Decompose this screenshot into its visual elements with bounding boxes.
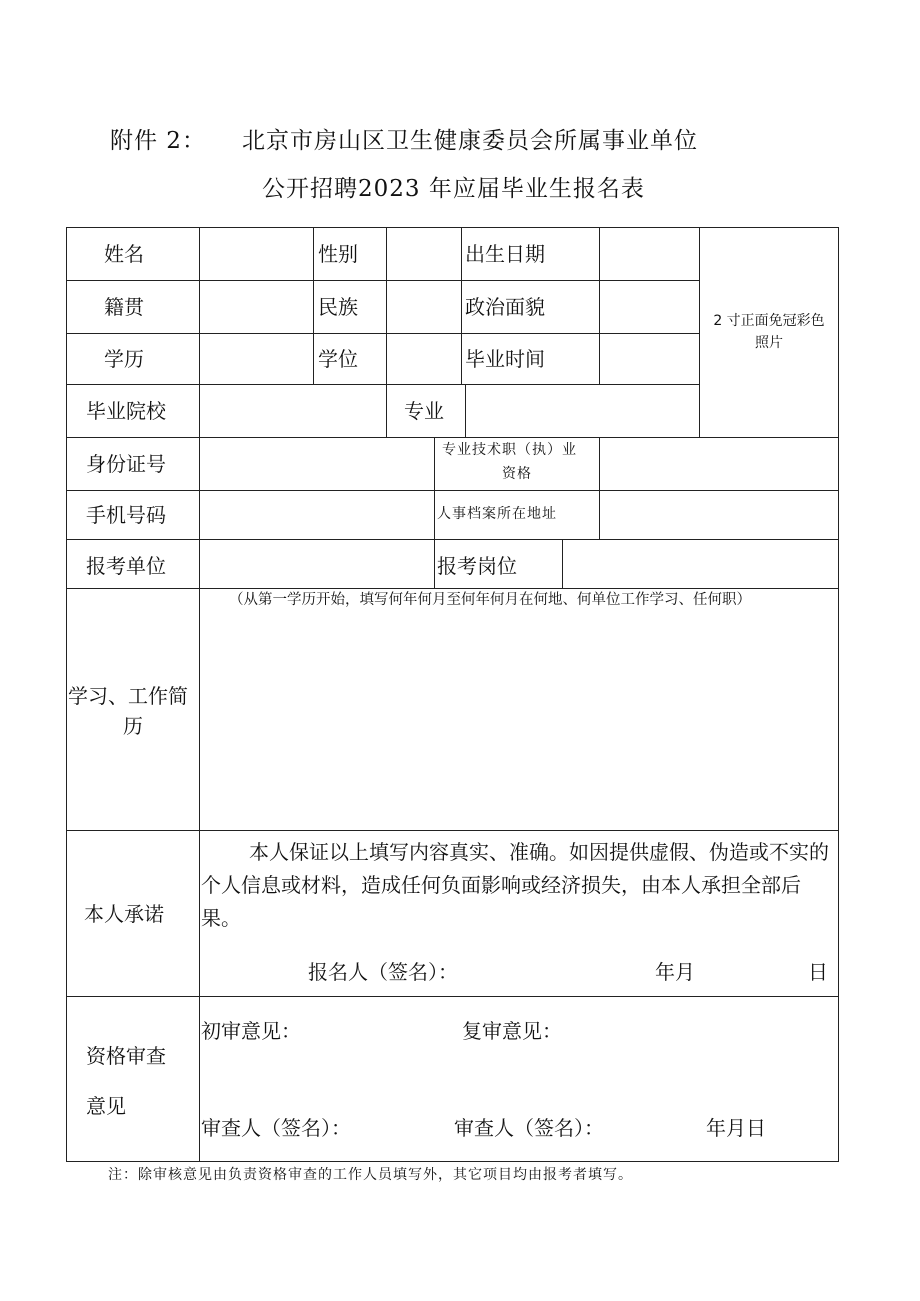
label-pledge: 本人承诺 — [84, 902, 164, 926]
label-id-number: 身份证号 — [86, 452, 166, 476]
photo-placeholder — [700, 310, 838, 354]
label-review-line2: 意见 — [86, 1094, 126, 1118]
label-resume-line1: 学习、工作简 — [68, 684, 188, 708]
signature-day: 日 — [808, 960, 828, 984]
page-title-line2: 公开招聘2023 年应届毕业生报名表 — [262, 176, 645, 202]
label-qualification-cont: 资格 — [502, 466, 532, 482]
label-resume-line2: 历 — [123, 714, 143, 738]
signature-label: 报名人（签名）： — [308, 960, 458, 984]
photo-text-line1: 2 寸正面免冠彩色 — [713, 313, 825, 329]
label-degree: 学位 — [318, 347, 358, 371]
review-second-opinion: 复审意见： — [462, 1019, 562, 1043]
label-birth-date: 出生日期 — [465, 242, 545, 266]
attachment-label: 附件 2： — [110, 128, 206, 154]
label-review-line1: 资格审查 — [86, 1044, 166, 1068]
label-archive-address: 人事档案所在地址 — [437, 506, 557, 522]
pledge-text-body: 本人保证以上填写内容真实、准确。如因提供虚假、伪造或不实的个人信息或材料，造成任何负面影响或经济损失，由本人承担全部后果。 — [201, 840, 829, 930]
pledge-text — [201, 836, 837, 935]
label-education: 学历 — [104, 347, 144, 371]
label-gender: 性别 — [318, 242, 358, 266]
footnote: 注：除审核意见由负责资格审查的工作人员填写外，其它项目均由报考者填写。 — [108, 1167, 633, 1183]
page-title-line1 — [110, 122, 698, 155]
signature-year-month: 年月 — [655, 960, 695, 984]
label-graduation-time: 毕业时间 — [465, 347, 545, 371]
label-name: 姓名 — [104, 242, 144, 266]
review-date: 年月日 — [706, 1116, 766, 1140]
label-qualification: 专业技术职（执）业 — [442, 442, 577, 458]
photo-text-line2: 照片 — [755, 335, 783, 351]
label-native-place: 籍贯 — [104, 295, 144, 319]
review-initial-opinion: 初审意见： — [201, 1019, 301, 1043]
label-political-status: 政治面貌 — [465, 295, 545, 319]
label-school: 毕业院校 — [86, 399, 166, 423]
label-apply-unit: 报考单位 — [86, 554, 166, 578]
label-mobile: 手机号码 — [86, 503, 166, 527]
label-apply-post: 报考岗位 — [437, 554, 517, 578]
title-text-line1: 北京市房山区卫生健康委员会所属事业单位 — [242, 128, 698, 154]
reviewer1-signature: 审查人（签名）： — [201, 1116, 351, 1140]
resume-hint: （从第一学历开始，填写何年何月至何年何月在何地、何单位工作学习、任何职） — [229, 592, 751, 608]
label-major: 专业 — [404, 399, 444, 423]
reviewer2-signature: 审查人（签名）： — [454, 1116, 604, 1140]
label-ethnicity: 民族 — [318, 295, 358, 319]
